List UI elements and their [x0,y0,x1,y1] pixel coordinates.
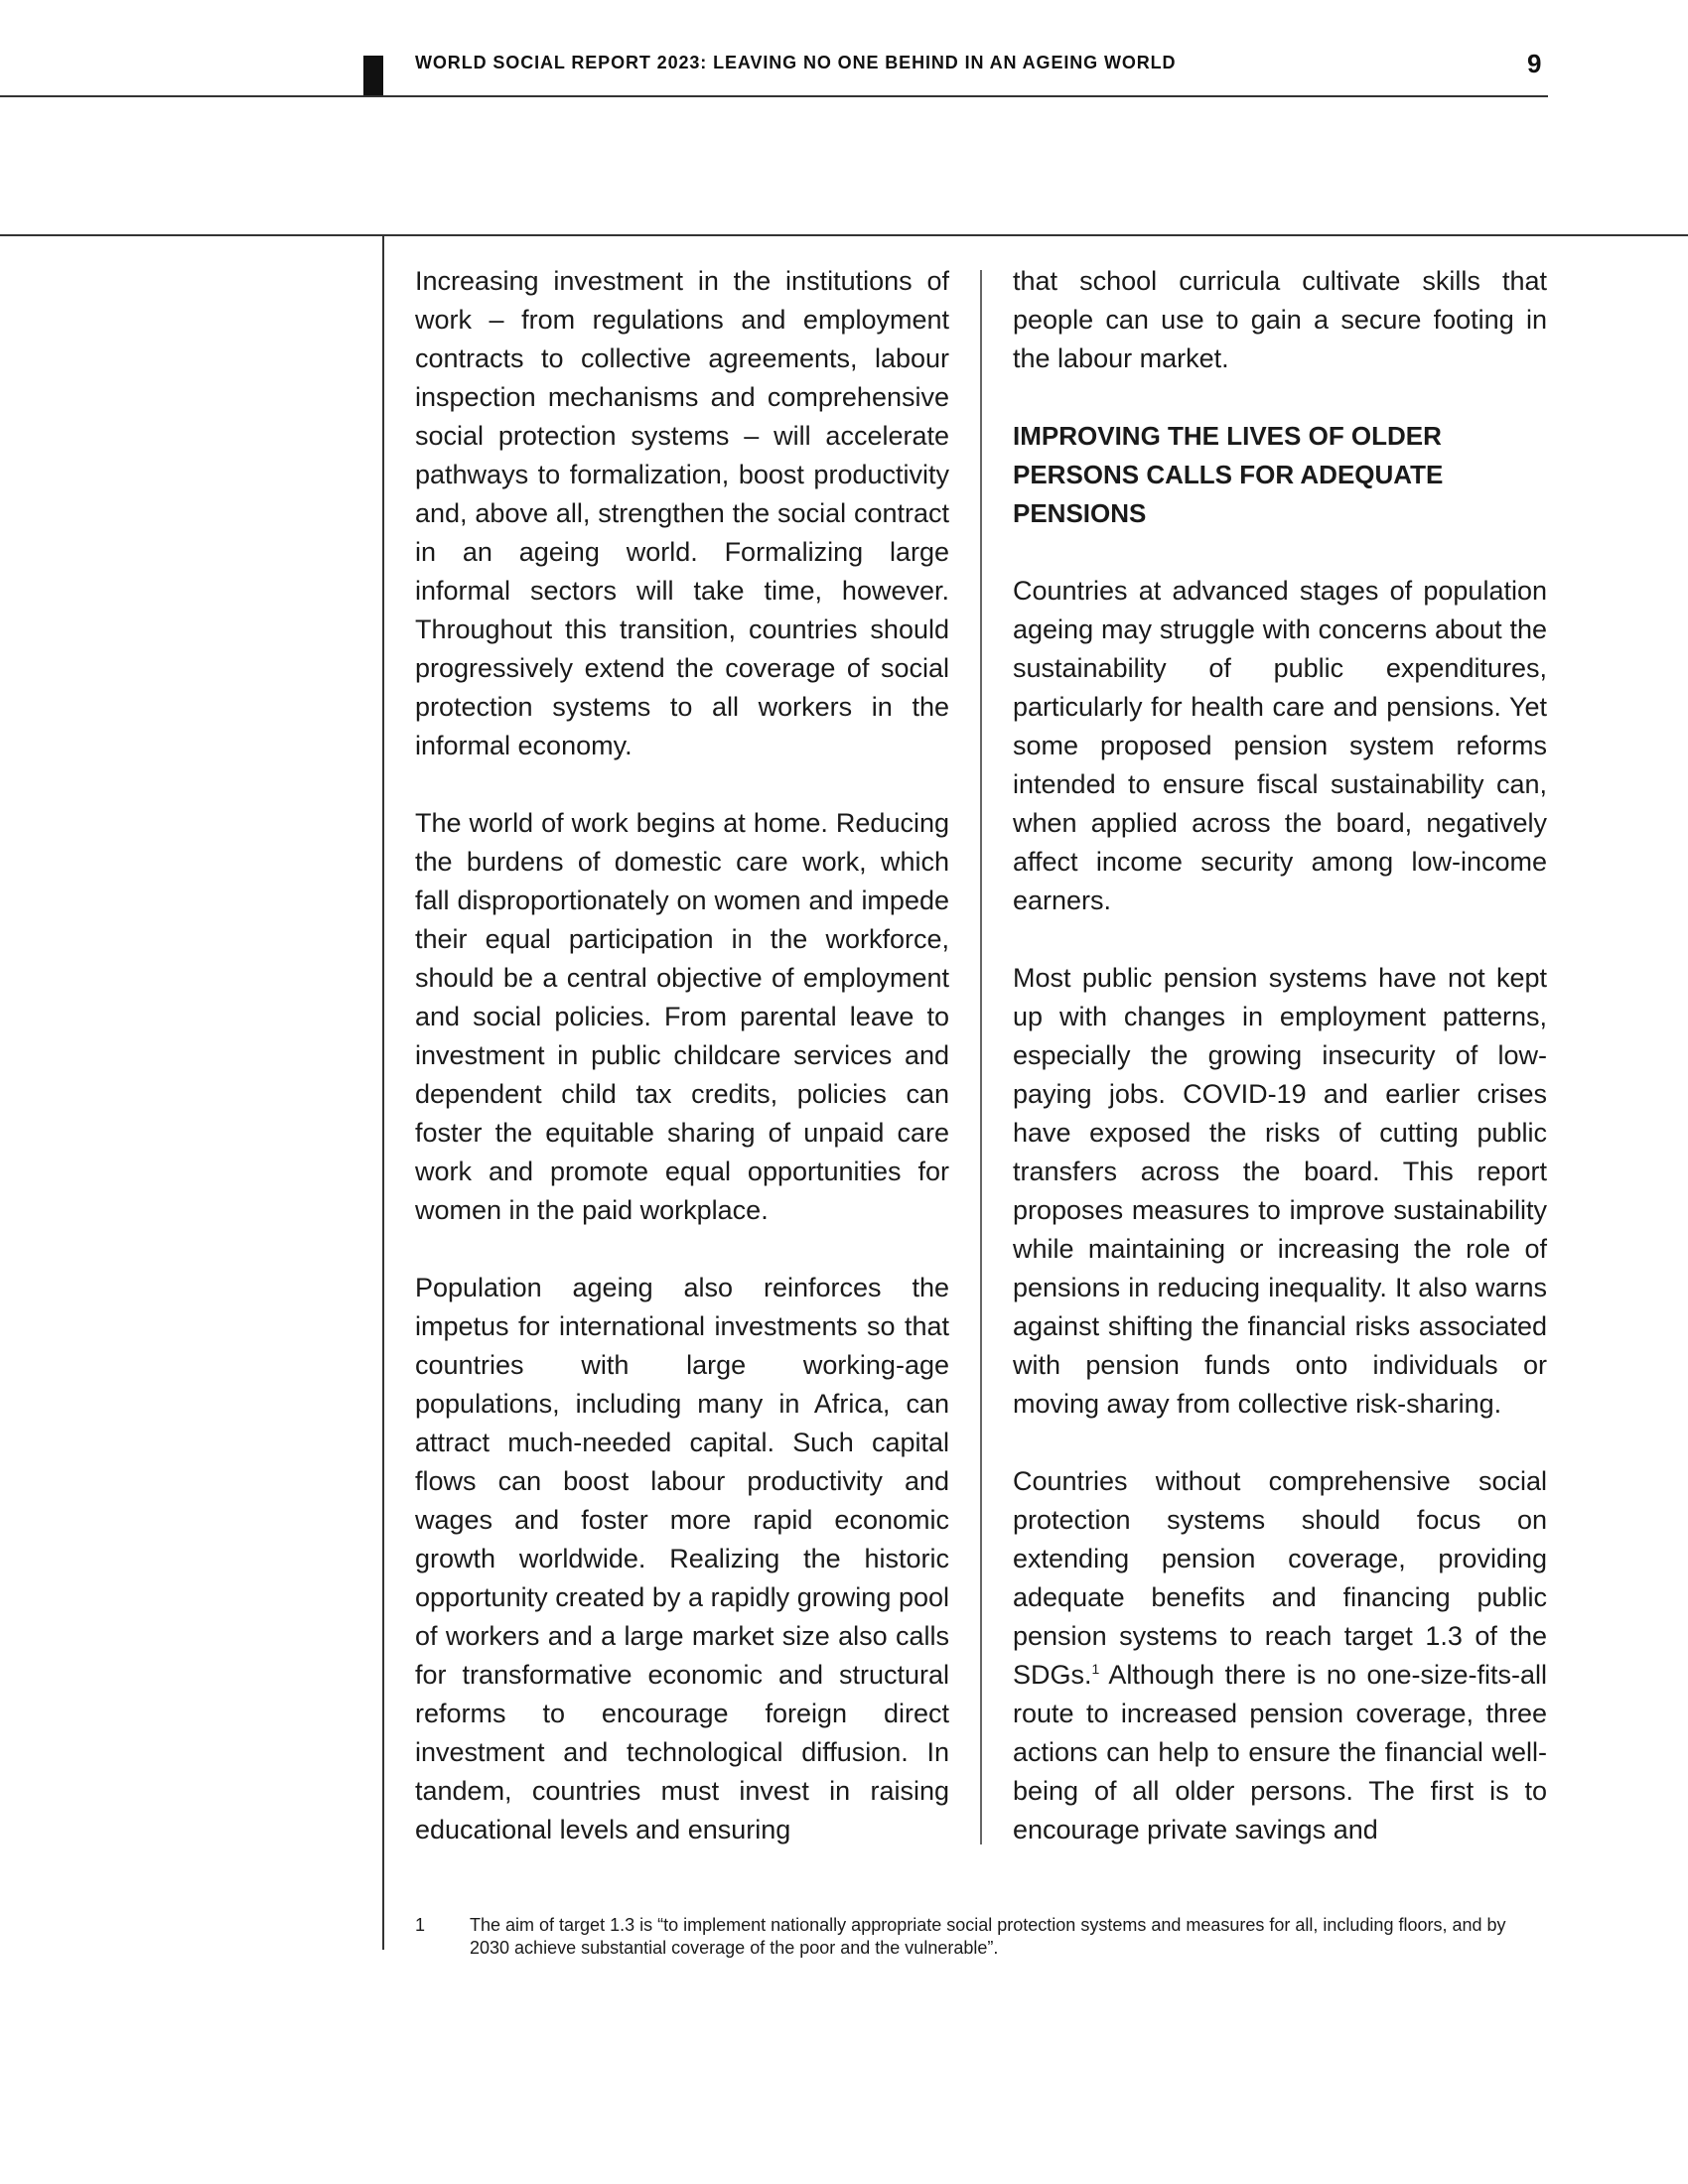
paragraph-public-pension-systems: Most public pension systems have not kept up with changes in employment patterns, especially the growing insecurity of low-paying jobs. COVID-19 and earlier crises have exposed the risks of cutting public transfers across the board. This report proposes measures to improve sustainability while maintaining or increasing the role of pensions in reducing inequality. It also warns against shifting the financial risks associated with pension funds onto individuals or moving away from collective risk-sharing. [1013,963,1547,1419]
footnote-text: The aim of target 1.3 is “to implement nationally appropriate social protection systems and measures for all, including floors, and by 2030 achieve substantial coverage of the poor and the vulnerable”. [470,1915,1506,1958]
paragraph-world-of-work: The world of work begins at home. Reducing the burdens of domestic care work, which fall disproportionately on women and impede their equal participation in the workforce, should be a central objective of employment and social policies. From parental leave to investment in public childcare services and dependent child tax credits, policies can foster the equitable sharing of unpaid care work and promote equal opportunities for women in the paid workplace. [415,808,949,1225]
column-divider [980,270,982,1844]
footnote-number: 1 [415,1915,426,1935]
page-number: 9 [1527,49,1542,78]
footnote-reference[interactable]: 1 [1091,1661,1100,1677]
section-heading: IMPROVING THE LIVES OF OLDER PERSONS CALLS FOR ADEQUATE PENSIONS [1013,421,1444,528]
report-title: WORLD SOCIAL REPORT 2023: LEAVING NO ONE BEHIND IN AN AGEING WORLD [415,53,1177,72]
paragraph-advanced-ageing: Countries at advanced stages of population ageing may struggle with concerns about the sustainability of public expenditures, particularly for health care and pensions. Yet some proposed pension system reforms intended to ensure fiscal sustainability can, when applied across the board, negatively affect income security among low-income earners. [1013,576,1547,915]
right-column [1013,262,1547,1888]
header-rule [0,95,1548,97]
pension-coverage-text-part2: Although there is no one-size-fits-all route to increased pension coverage, three actions can help to ensure the financial well-being of all older persons. The first is to encourage private savings and [1013,1660,1547,1844]
left-margin-rule [382,234,384,1950]
paragraph-continuation: that school curricula cultivate skills that people can use to gain a secure footing in the labour market. [1013,266,1547,373]
left-column [415,262,949,1888]
paragraph-population-ageing: Population ageing also reinforces the impetus for international investments so that countries with large working-age populations, including many in Africa, can attract much-needed capital. Such capital flows can boost labour productivity and wages and foster more rapid economic growth worldwide. Realizing the historic opportunity created by a rapidly growing pool of workers and a large market size also calls for transformative economic and structural reforms to encourage foreign direct investment and technological diffusion. In tandem, countries must invest in raising educational levels and ensuring [415,1273,949,1844]
pension-coverage-text-part1: Countries without comprehensive social protection systems should focus on extending pension coverage, providing adequate benefits and financing public pension systems to reach target 1.3 of the SDGs. [1013,1466,1547,1690]
content-top-rule [0,234,1688,236]
paragraph-pension-coverage [1013,1462,1547,1849]
header-marker [363,56,383,97]
paragraph-institutions-of-work: Increasing investment in the institutions of work – from regulations and employment contracts to collective agreements, labour inspection mechanisms and comprehensive social protection systems – will accelerate pathways to formalization, boost productivity and, above all, strengthen the social contract in an ageing world. Formalizing large informal sectors will take time, however. Throughout this transition, countries should progressively extend the coverage of social protection systems to all workers in the informal economy. [415,266,949,760]
